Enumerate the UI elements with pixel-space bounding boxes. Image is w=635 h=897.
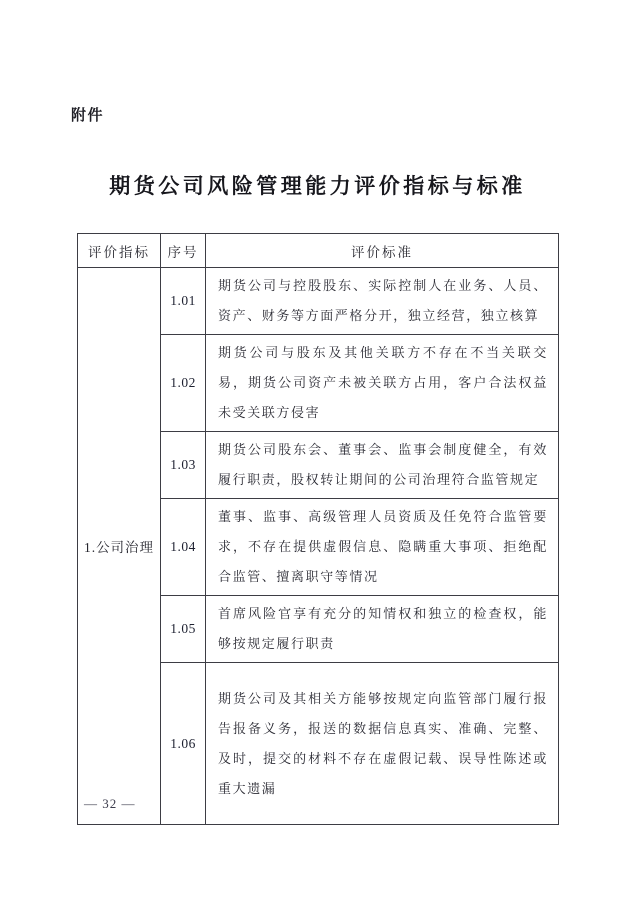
header-number: 序号 (161, 234, 206, 268)
indicator-category-cell: 1.公司治理 (78, 268, 161, 825)
page-title: 期货公司风险管理能力评价指标与标准 (109, 174, 526, 198)
row-number-cell: 1.01 (161, 268, 206, 335)
row-number-cell: 1.03 (161, 432, 206, 499)
standard-text-cell: 期货公司与控股股东、实际控制人在业务、人员、资产、财务等方面严格分开，独立经营，独立核算 (206, 268, 559, 335)
row-number-cell: 1.06 (161, 663, 206, 825)
header-standard: 评价标准 (206, 234, 559, 268)
row-number-cell: 1.04 (161, 499, 206, 596)
table-row (78, 268, 559, 335)
standard-text-cell: 董事、监事、高级管理人员资质及任免符合监管要求，不存在提供虚假信息、隐瞒重大事项、拒绝配合监管、擅离职守等情况 (206, 499, 559, 596)
row-number-cell: 1.02 (161, 335, 206, 432)
table-header-row (78, 234, 559, 268)
standard-text-cell: 期货公司及其相关方能够按规定向监管部门履行报告报备义务，报送的数据信息真实、准确、完整、及时，提交的材料不存在虚假记载、误导性陈述或重大遗漏 (206, 663, 559, 825)
standard-text-cell: 期货公司股东会、董事会、监事会制度健全，有效履行职责，股权转让期间的公司治理符合监管规定 (206, 432, 559, 499)
header-indicator: 评价指标 (78, 234, 161, 268)
standard-text-cell: 期货公司与股东及其他关联方不存在不当关联交易，期货公司资产未被关联方占用，客户合法权益未受关联方侵害 (206, 335, 559, 432)
attachment-label: 附件 (71, 108, 105, 124)
page-number: — 32 — (84, 796, 136, 811)
evaluation-standards-table (77, 233, 559, 825)
standard-text-cell: 首席风险官享有充分的知情权和独立的检查权，能够按规定履行职责 (206, 596, 559, 663)
row-number-cell: 1.05 (161, 596, 206, 663)
